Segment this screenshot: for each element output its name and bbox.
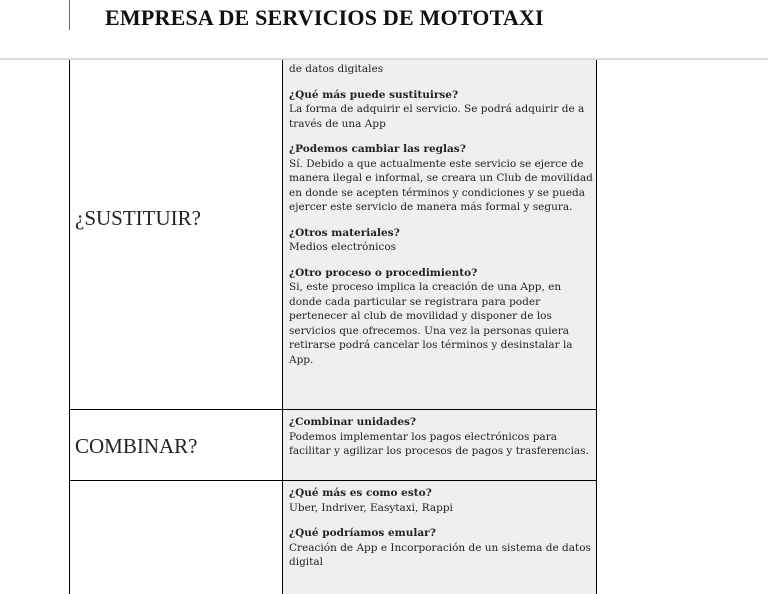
table-right-border xyxy=(596,60,597,594)
question: ¿Qué podríamos emular? xyxy=(289,527,436,539)
third-content xyxy=(289,486,594,581)
title-left-rule xyxy=(69,0,70,30)
question: ¿Otro proceso o procedimiento? xyxy=(289,266,478,279)
answer: La forma de adquirir el servicio. Se podrá adquirir de a través de una App xyxy=(289,103,585,130)
question-block xyxy=(289,266,594,368)
answer: Sí. Debido a que actualmente este servicio se ejerce de manera ilegal e informal, se creara un Club de movilidad en donde se acepten términos y condiciones y se pueda ejercer este servicio de manera más formal y segura. xyxy=(289,157,593,213)
answer: Medios electrónicos xyxy=(289,241,397,253)
question: ¿Podemos cambiar las reglas? xyxy=(289,143,466,155)
question-block xyxy=(289,415,594,459)
combinar-content xyxy=(289,415,594,470)
question-block xyxy=(289,142,594,215)
question: ¿Otros materiales? xyxy=(289,226,400,239)
question-block xyxy=(289,526,594,570)
row-divider-1 xyxy=(69,409,597,410)
row-divider-2 xyxy=(69,480,597,481)
intro-fragment: de datos digitales xyxy=(289,63,384,75)
document-title: EMPRESA DE SERVICIOS DE MOTOTAXI xyxy=(105,5,544,30)
question-block xyxy=(289,226,594,255)
answer: Creación de App e Incorporación de un sistema de datos digital xyxy=(289,541,591,568)
answer: Podemos implementar los pagos electrónicos para facilitar y agilizar los procesos de pagos y trasferencias. xyxy=(289,430,589,457)
sustituir-content xyxy=(289,62,594,378)
table-left-border xyxy=(69,60,70,594)
question: ¿Qué más es como esto? xyxy=(289,487,432,499)
scamper-table xyxy=(69,60,597,594)
row-label-sustituir: ¿SUSTITUIR? xyxy=(75,206,201,230)
answer: Si, este proceso implica la creación de una App, en donde cada particular se registrara para poder pertenecer al club de movilidad y disponer de los servicios que ofrecemos. Una vez la personas quiera retirarse podrá cancelar los términos y desinstalar la App. xyxy=(289,281,573,366)
question: ¿Combinar unidades? xyxy=(289,416,417,428)
question: ¿Qué más puede sustituirse? xyxy=(289,88,459,101)
row-label-combinar: COMBINAR? xyxy=(75,434,198,458)
question-block xyxy=(289,486,594,515)
answer: Uber, Indriver, Easytaxi, Rappi xyxy=(289,501,453,514)
question-block xyxy=(289,88,594,132)
column-divider xyxy=(282,60,283,594)
